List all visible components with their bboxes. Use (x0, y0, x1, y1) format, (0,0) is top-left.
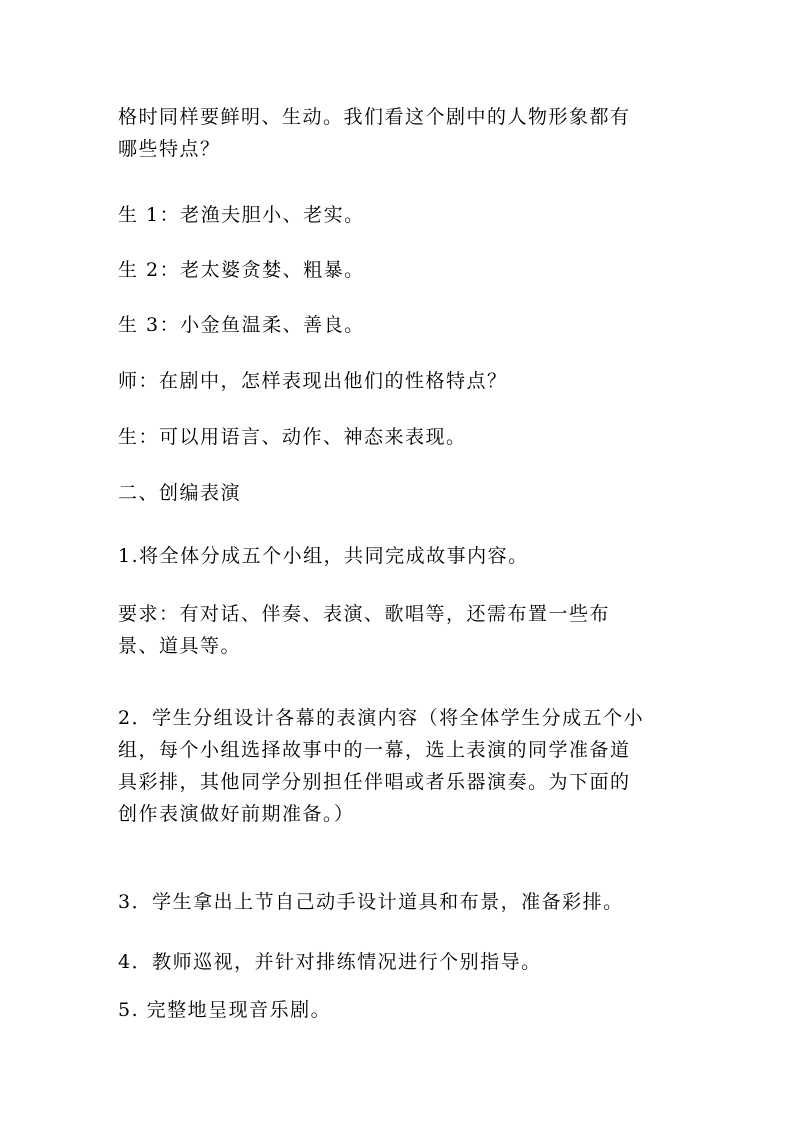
text-line: 4．教师巡视，并针对排练情况进行个别指导。 (118, 951, 542, 973)
paragraph-teacher-question (118, 365, 678, 397)
paragraph-student-3 (118, 309, 678, 341)
text-line: 要求：有对话、伴奏、表演、歌唱等，还需布置一些布 (118, 603, 611, 625)
text-line: 生：可以用语言、动作、神态来表现。 (118, 426, 467, 448)
text-line: 二、创编表演 (118, 482, 242, 504)
text-line: 景、道具等。 (118, 635, 242, 657)
text-line: 创作表演做好前期准备。） (118, 803, 355, 825)
paragraph-step-4 (118, 946, 678, 978)
paragraph-student-2 (118, 254, 678, 286)
paragraph-student-1 (118, 199, 678, 231)
text-line: 2．学生分组设计各幕的表演内容（将全体学生分成五个小 (118, 707, 645, 729)
text-line: 格时同样要鲜明、生动。我们看这个剧中的人物形象都有 (118, 106, 631, 128)
section-heading (118, 477, 678, 509)
paragraph-step-1 (118, 540, 678, 572)
text-line: 3．学生拿出上节自己动手设计道具和布景，准备彩排。 (118, 891, 624, 913)
text-line: 生 2：老太婆贪婪、粗暴。 (118, 259, 365, 281)
text-line: 具彩排，其他同学分别担任伴唱或者乐器演奏。为下面的 (118, 771, 631, 793)
text-line: 5. 完整地呈现音乐剧。 (118, 999, 332, 1021)
text-line: 哪些特点？ (118, 138, 221, 160)
paragraph-character-question (118, 101, 678, 165)
text-line: 生 3：小金鱼温柔、善良。 (118, 314, 365, 336)
paragraph-student-answer (118, 421, 678, 453)
paragraph-step-2 (118, 702, 678, 830)
text-line: 1.将全体分成五个小组，共同完成故事内容。 (118, 545, 529, 567)
paragraph-step-5 (118, 994, 678, 1026)
text-line: 师：在剧中，怎样表现出他们的性格特点？ (118, 370, 508, 392)
text-line: 组，每个小组选择故事中的一幕，选上表演的同学准备道 (118, 739, 631, 761)
text-line: 生 1：老渔夫胆小、老实。 (118, 204, 365, 226)
paragraph-step-3 (118, 886, 678, 918)
paragraph-requirements (118, 598, 678, 662)
